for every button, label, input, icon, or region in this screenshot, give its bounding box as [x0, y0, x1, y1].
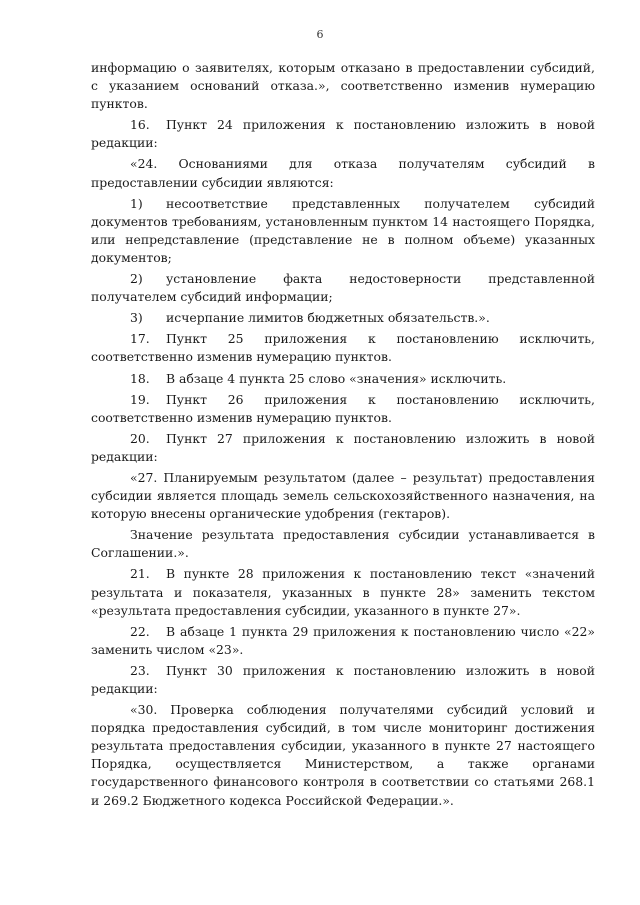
paragraph-17 — [91, 330, 595, 366]
paragraph-text: Пункт 30 приложения к постановлению изложить в новой редакции: — [91, 662, 595, 696]
item-number: 21. — [130, 566, 150, 582]
paragraph-20 — [91, 430, 595, 466]
item-number: 19. — [130, 391, 150, 407]
paragraph-text: В абзаце 4 пункта 25 слово «значения» исключить. — [166, 370, 507, 386]
paragraph-text: Пункт 26 приложения к постановлению исключить, соответственно изменив нумерацию пунктов. — [91, 391, 595, 425]
item-number: 23. — [130, 662, 150, 678]
paragraph-19 — [91, 391, 595, 427]
item-number: 17. — [130, 331, 150, 347]
item-number: 16. — [130, 117, 150, 133]
document-body — [91, 59, 595, 813]
paragraph: «24. Основаниями для отказа получателям субсидий в предоставлении субсидии являются: — [91, 156, 595, 190]
paragraph: «30. Проверка соблюдения получателями субсидий условий и порядка предоставления субсидий, в том числе мониторинг достижения результата предоставления субсидии, указанного в пункте 27 настоящего Порядка, осуществляется Министерством, а также органами государственного финансового контроля в соответствии со статьями 268.1 и 269.2 Бюджетного кодекса Российской Федерации.». — [91, 702, 595, 808]
list-item-2 — [91, 270, 595, 306]
paragraph-text: Пункт 25 приложения к постановлению исключить, соответственно изменив нумерацию пунктов. — [91, 331, 595, 365]
paragraph-text: Пункт 27 приложения к постановлению изложить в новой редакции: — [91, 430, 595, 464]
paragraph-21 — [91, 565, 595, 619]
item-number: 18. — [130, 370, 150, 386]
paragraph: информацию о заявителях, которым отказано в предоставлении субсидий, с указанием оснований отказа.», соответственно изменив нумерацию пунктов. — [91, 60, 595, 112]
paragraph-22 — [91, 623, 595, 659]
page-number: 6 — [316, 28, 324, 41]
paragraph-text: Пункт 24 приложения к постановлению изложить в новой редакции: — [91, 117, 595, 151]
list-item-1 — [91, 195, 595, 267]
item-number: 1) — [130, 195, 143, 211]
list-item-3 — [91, 309, 595, 327]
paragraph-text: исчерпание лимитов бюджетных обязательств.». — [166, 310, 490, 326]
item-number: 2) — [130, 271, 143, 287]
paragraph: «27. Планируемым результатом (далее – результат) предоставления субсидии является площадь земель сельскохозяйственного назначения, на которую внесены органические удобрения (гектаров). — [91, 469, 595, 522]
paragraph: Значение результата предоставления субсидии устанавливается в Соглашении.». — [91, 527, 595, 561]
item-number: 3) — [130, 310, 143, 326]
paragraph-text: В абзаце 1 пункта 29 приложения к постановлению число «22» заменить числом «23». — [91, 623, 595, 657]
item-number: 22. — [130, 623, 150, 639]
item-number: 20. — [130, 430, 150, 446]
paragraph-16 — [91, 116, 595, 152]
paragraph-text: установление факта недостоверности представленной получателем субсидий информации; — [91, 271, 595, 305]
paragraph-text: В пункте 28 приложения к постановлению текст «значений результата и показателя, указанных в пункте 28» заменить текстом «результата предоставления субсидии, указанного в пункте 27». — [91, 566, 595, 618]
paragraph-18 — [91, 370, 595, 388]
paragraph-23 — [91, 662, 595, 698]
paragraph-text: несоответствие представленных получателем субсидий документов требованиям, установленным пунктом 14 настоящего Порядка, или непредставление (представление не в полном объеме) указанных документов; — [91, 195, 595, 265]
